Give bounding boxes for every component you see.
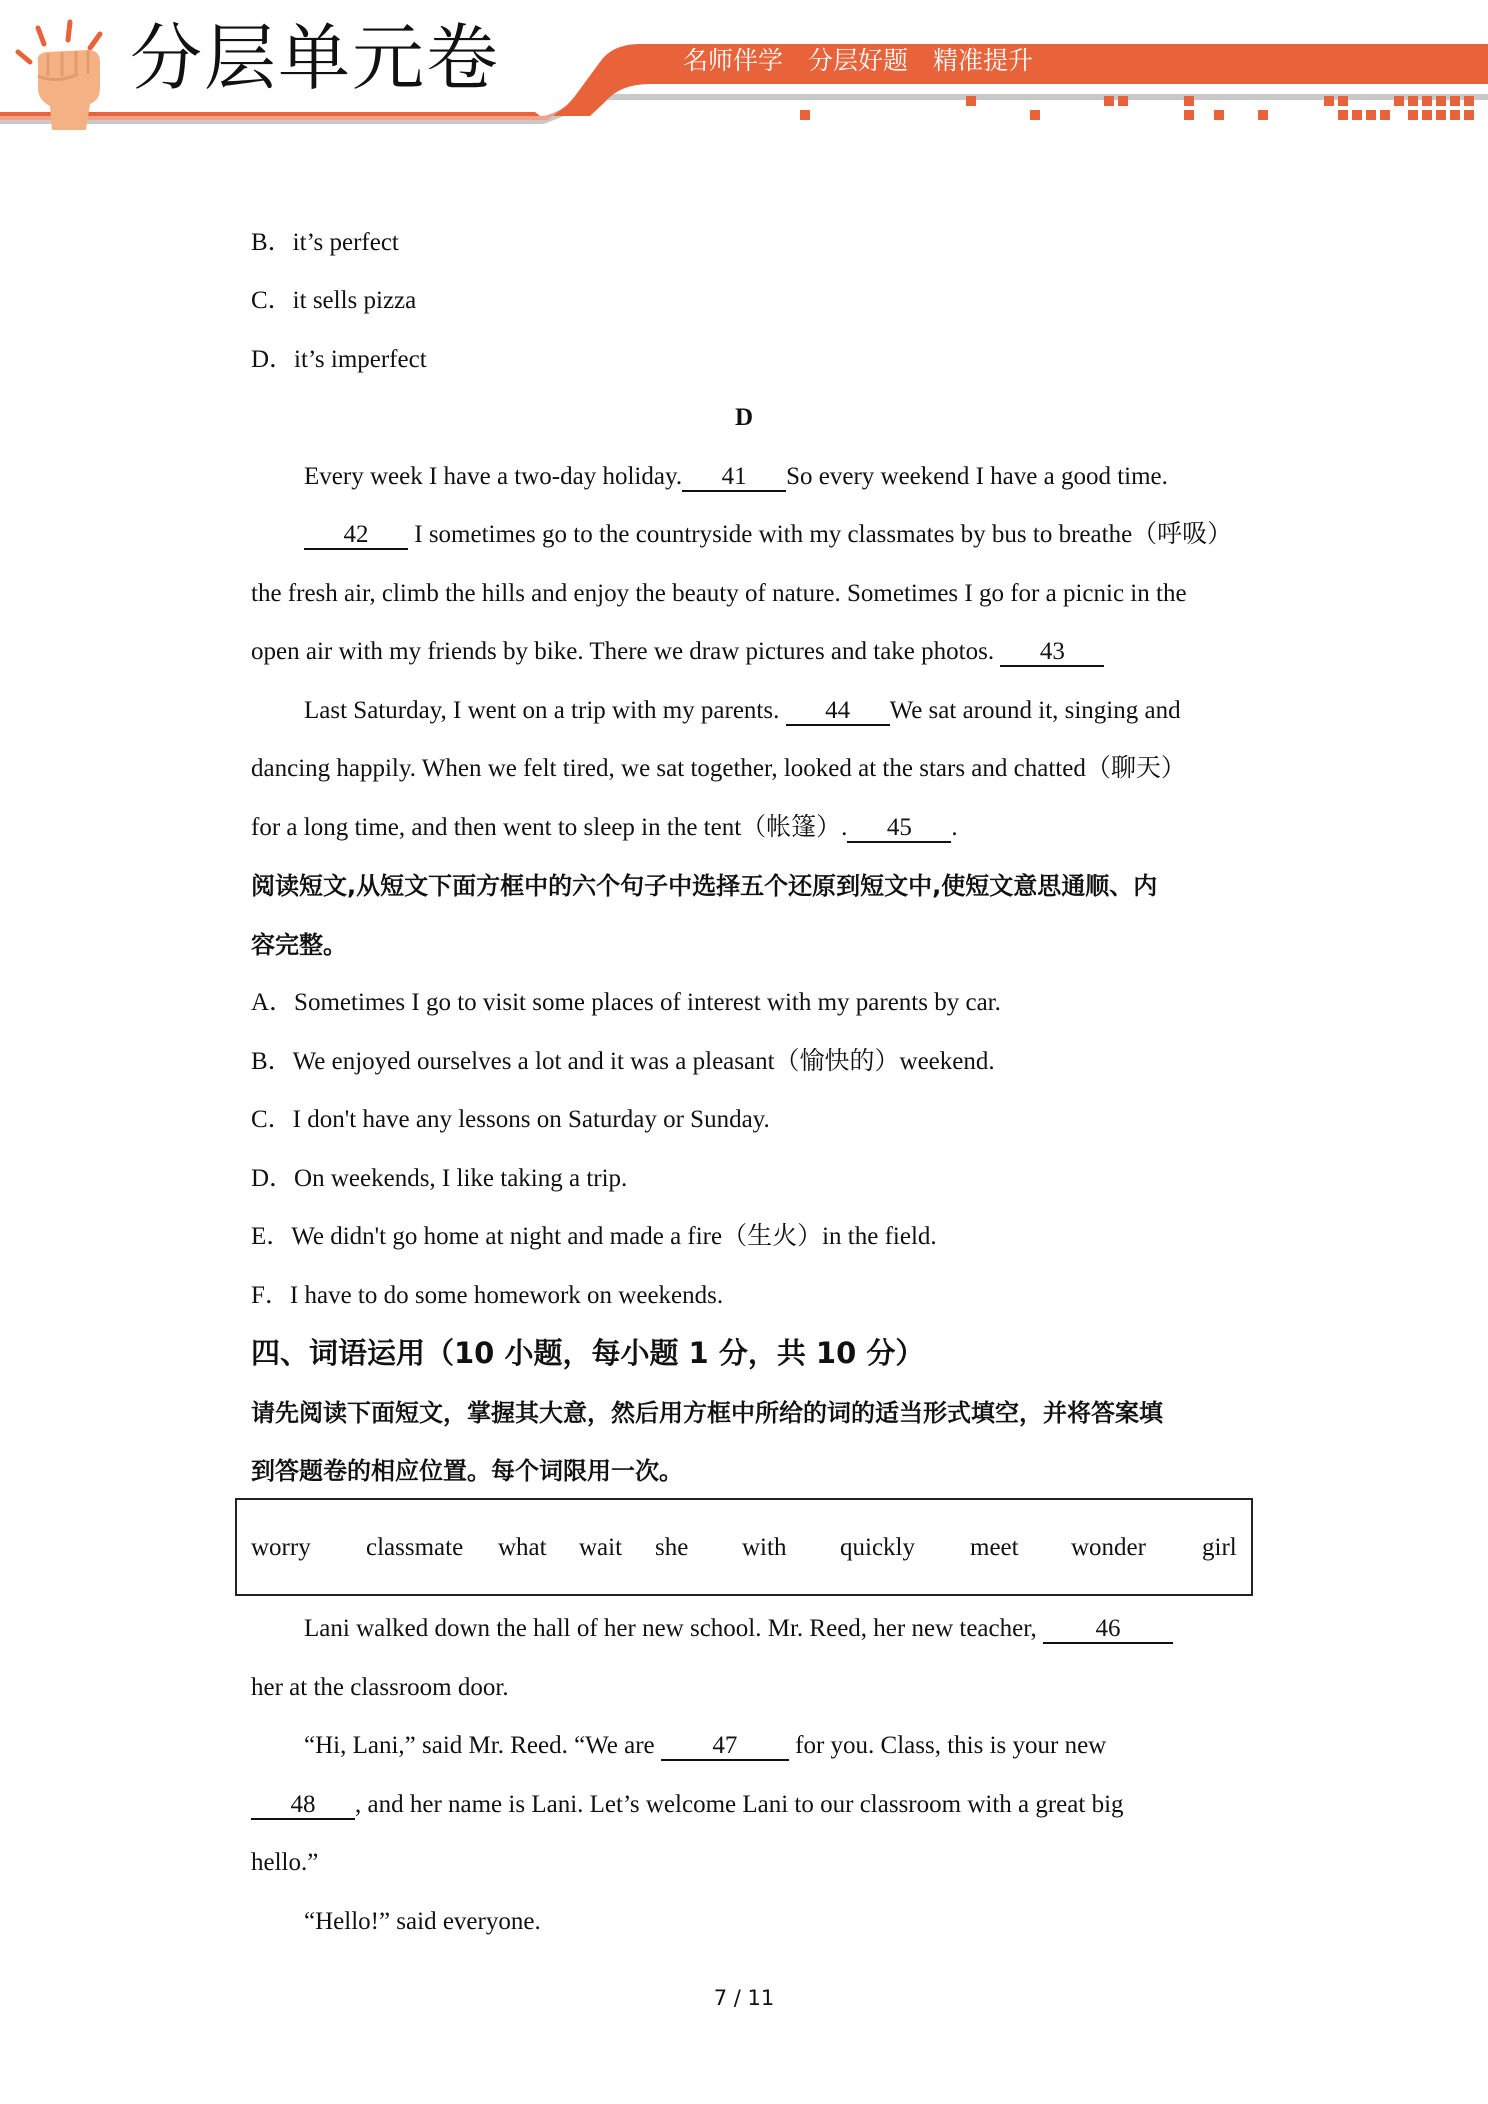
text: “Hi, Lani,” said Mr. Reed. “We are xyxy=(304,1732,661,1759)
text: Lani walked down the hall of her new school. Mr. Reed, her new teacher, xyxy=(304,1615,1044,1642)
passage-line xyxy=(304,696,1181,726)
blank-47: 47 xyxy=(661,1733,789,1761)
text: . xyxy=(951,814,958,841)
passage-line xyxy=(304,520,1232,550)
blank-48: 48 xyxy=(251,1792,355,1820)
slogan-1: 名师伴学 xyxy=(683,46,784,75)
slogan-2: 分层好题 xyxy=(808,46,909,75)
page-number: 7 / 11 xyxy=(713,1986,775,2010)
passage-line: the fresh air, climb the hills and enjoy the beauty of nature. Sometimes I go for a picnic in the xyxy=(251,580,1187,607)
word-item: girl xyxy=(1202,1534,1237,1561)
word-item: meet xyxy=(970,1534,1019,1561)
passage-line xyxy=(251,1790,1124,1820)
word-item: quickly xyxy=(840,1534,915,1561)
word-item: she xyxy=(655,1534,689,1561)
option-c: C．I don't have any lessons on Saturday or Sunday. xyxy=(251,1106,770,1133)
instruction: 请先阅读下面短文，掌握其大意，然后用方框中所给的词的适当形式填空，并将答案填 xyxy=(251,1399,1163,1427)
option-b: B．it’s perfect xyxy=(251,229,399,256)
option-d: D．it’s imperfect xyxy=(251,346,427,373)
text: Last Saturday, I went on a trip with my parents. xyxy=(304,697,786,724)
word-item: what xyxy=(498,1534,547,1561)
option-a: A．Sometimes I go to visit some places of interest with my parents by car. xyxy=(251,989,1001,1016)
word-box xyxy=(235,1498,1253,1596)
text: We sat around it, singing and xyxy=(889,697,1181,724)
text: , and her name is Lani. Let’s welcome Lani to our classroom with a great big xyxy=(355,1791,1124,1818)
section-title: 四、词语运用（10 小题，每小题 1 分，共 10 分） xyxy=(251,1336,925,1370)
passage-line xyxy=(304,1614,1173,1644)
blank-43: 43 xyxy=(1000,639,1104,667)
fist-logo-icon xyxy=(8,14,118,144)
text: I sometimes go to the countryside with my classmates by bus to breathe（呼吸） xyxy=(408,521,1233,548)
passage-line xyxy=(251,813,958,843)
instruction: 到答题卷的相应位置。每个词限用一次。 xyxy=(251,1457,683,1485)
passage-line: “Hello!” said everyone. xyxy=(304,1908,541,1935)
page-header xyxy=(0,0,1488,150)
word-item: with xyxy=(742,1534,787,1561)
blank-41: 41 xyxy=(682,464,786,492)
passage-line xyxy=(304,1731,1106,1761)
word-item: classmate xyxy=(366,1534,464,1561)
passage-line: hello.” xyxy=(251,1849,319,1876)
word-item: wonder xyxy=(1071,1534,1146,1561)
passage-line: dancing happily. When we felt tired, we sat together, looked at the stars and chatted（聊天） xyxy=(251,755,1186,782)
passage-line xyxy=(304,462,1168,492)
blank-44: 44 xyxy=(786,698,890,726)
blank-42: 42 xyxy=(304,522,408,550)
passage-line xyxy=(251,637,1104,667)
text: Every week I have a two-day holiday. xyxy=(304,463,683,490)
instruction: 阅读短文,从短文下面方框中的六个句子中选择五个还原到短文中,使短文意思通顺、内 xyxy=(251,872,1158,900)
blank-46: 46 xyxy=(1043,1616,1173,1644)
option-e: E．We didn't go home at night and made a fire（生火）in the field. xyxy=(251,1223,937,1250)
option-f: F．I have to do some homework on weekends. xyxy=(251,1282,724,1309)
word-item: wait xyxy=(579,1534,623,1561)
passage-label: D xyxy=(734,404,754,431)
passage-line: her at the classroom door. xyxy=(251,1674,509,1701)
option-b: B．We enjoyed ourselves a lot and it was a pleasant（愉快的）weekend. xyxy=(251,1048,995,1075)
instruction: 容完整。 xyxy=(251,931,347,959)
text: for you. Class, this is your new xyxy=(788,1732,1107,1759)
text: So every weekend I have a good time. xyxy=(786,463,1168,490)
text: for a long time, and then went to sleep in the tent（帐篷）. xyxy=(251,814,848,841)
slogan-3: 精准提升 xyxy=(933,46,1034,75)
blank-45: 45 xyxy=(847,815,951,843)
text: open air with my friends by bike. There we draw pictures and take photos. xyxy=(251,638,1001,665)
option-d: D．On weekends, I like taking a trip. xyxy=(251,1165,628,1192)
option-c: C．it sells pizza xyxy=(251,287,417,314)
word-item: worry xyxy=(251,1534,311,1561)
brand-title: 分层单元卷 xyxy=(130,16,501,100)
